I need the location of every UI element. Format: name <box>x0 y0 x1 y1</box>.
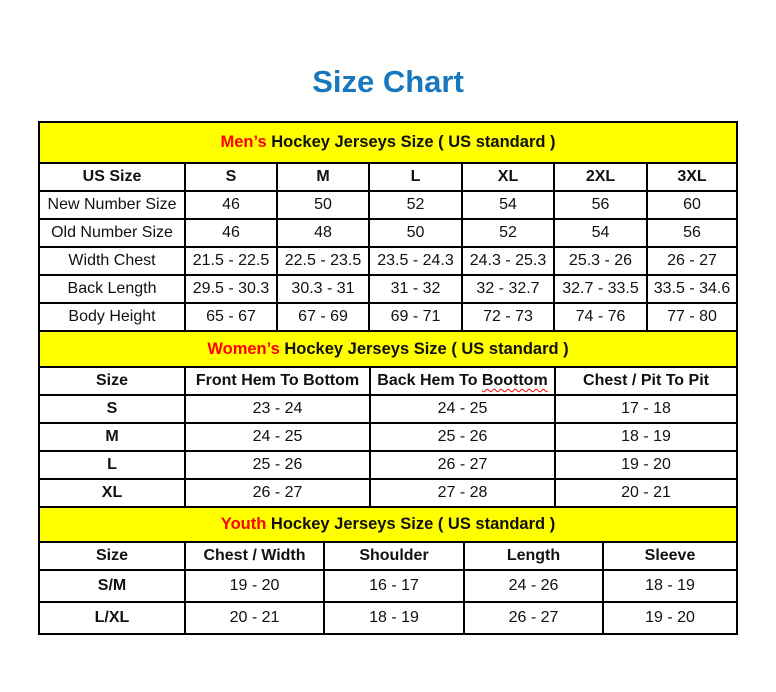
size-value-cell: 46 <box>185 219 277 247</box>
table-row <box>39 219 737 247</box>
size-value-cell: 46 <box>185 191 277 219</box>
womens-header-row <box>39 367 737 395</box>
size-value-cell: 24 - 25 <box>370 395 555 423</box>
womens-row-label: M <box>39 423 185 451</box>
mens-header-cell: M <box>277 163 369 191</box>
size-value-cell: 21.5 - 22.5 <box>185 247 277 275</box>
size-value-cell: 24 - 26 <box>464 570 603 602</box>
womens-header-cell: Chest / Pit To Pit <box>555 367 737 395</box>
size-value-cell: 16 - 17 <box>324 570 464 602</box>
size-value-cell: 48 <box>277 219 369 247</box>
page-title: Size Chart <box>312 64 464 99</box>
youth-header-cell: Sleeve <box>603 542 737 570</box>
mens-header-cell: L <box>369 163 462 191</box>
mens-row-label: Back Length <box>39 275 185 303</box>
youth-section-title <box>39 507 737 542</box>
mens-band-rest: Hockey Jerseys Size ( US standard ) <box>266 133 556 151</box>
size-value-cell: 22.5 - 23.5 <box>277 247 369 275</box>
youth-header-cell: Chest / Width <box>185 542 324 570</box>
womens-header-back-prefix: Back Hem To <box>377 372 482 389</box>
size-value-cell: 74 - 76 <box>554 303 647 331</box>
size-value-cell: 19 - 20 <box>185 570 324 602</box>
size-value-cell: 54 <box>462 191 554 219</box>
size-value-cell: 32.7 - 33.5 <box>554 275 647 303</box>
size-value-cell: 18 - 19 <box>555 423 737 451</box>
size-value-cell: 19 - 20 <box>555 451 737 479</box>
size-value-cell: 30.3 - 31 <box>277 275 369 303</box>
table-row <box>39 191 737 219</box>
size-value-cell: 26 - 27 <box>464 602 603 634</box>
size-value-cell: 26 - 27 <box>185 479 370 507</box>
youth-accent-word: Youth <box>220 515 267 533</box>
size-value-cell: 18 - 19 <box>603 570 737 602</box>
size-value-cell: 72 - 73 <box>462 303 554 331</box>
mens-header-cell: US Size <box>39 163 185 191</box>
mens-accent-word: Men’s <box>220 133 267 151</box>
table-row <box>39 479 737 507</box>
mens-row-label: Body Height <box>39 303 185 331</box>
size-value-cell: 56 <box>647 219 737 247</box>
youth-row-label: L/XL <box>39 602 185 634</box>
mens-size-table <box>38 121 738 332</box>
size-value-cell: 67 - 69 <box>277 303 369 331</box>
size-value-cell: 50 <box>369 219 462 247</box>
mens-section-title <box>39 122 737 163</box>
size-value-cell: 69 - 71 <box>369 303 462 331</box>
womens-accent-word: Women’s <box>207 339 280 358</box>
size-value-cell: 31 - 32 <box>369 275 462 303</box>
size-value-cell: 24 - 25 <box>185 423 370 451</box>
size-value-cell: 33.5 - 34.6 <box>647 275 737 303</box>
table-row <box>39 275 737 303</box>
size-value-cell: 60 <box>647 191 737 219</box>
size-value-cell: 25.3 - 26 <box>554 247 647 275</box>
size-tables-container <box>38 121 736 635</box>
mens-section-band <box>39 122 737 163</box>
womens-row-label: S <box>39 395 185 423</box>
mens-header-cell: XL <box>462 163 554 191</box>
mens-header-row <box>39 163 737 191</box>
table-row <box>39 451 737 479</box>
table-row <box>39 423 737 451</box>
mens-row-label: New Number Size <box>39 191 185 219</box>
size-value-cell: 19 - 20 <box>603 602 737 634</box>
youth-header-row <box>39 542 737 570</box>
youth-header-cell: Shoulder <box>324 542 464 570</box>
youth-section-band <box>39 507 737 542</box>
womens-row-label: XL <box>39 479 185 507</box>
table-row <box>39 303 737 331</box>
size-value-cell: 23 - 24 <box>185 395 370 423</box>
size-value-cell: 52 <box>369 191 462 219</box>
size-value-cell: 23.5 - 24.3 <box>369 247 462 275</box>
youth-header-cell: Length <box>464 542 603 570</box>
youth-header-cell: Size <box>39 542 185 570</box>
size-value-cell: 52 <box>462 219 554 247</box>
size-value-cell: 25 - 26 <box>185 451 370 479</box>
size-value-cell: 50 <box>277 191 369 219</box>
table-row <box>39 247 737 275</box>
youth-size-table <box>38 506 738 635</box>
mens-row-label: Width Chest <box>39 247 185 275</box>
size-value-cell: 17 - 18 <box>555 395 737 423</box>
size-value-cell: 54 <box>554 219 647 247</box>
womens-header-cell: Size <box>39 367 185 395</box>
size-value-cell: 56 <box>554 191 647 219</box>
womens-section-title <box>39 331 737 367</box>
mens-header-cell: 3XL <box>647 163 737 191</box>
size-value-cell: 25 - 26 <box>370 423 555 451</box>
size-value-cell: 20 - 21 <box>185 602 324 634</box>
womens-band-rest: Hockey Jerseys Size ( US standard ) <box>279 339 569 358</box>
table-row <box>39 395 737 423</box>
mens-header-cell: 2XL <box>554 163 647 191</box>
size-value-cell: 29.5 - 30.3 <box>185 275 277 303</box>
size-value-cell: 77 - 80 <box>647 303 737 331</box>
womens-row-label: L <box>39 451 185 479</box>
youth-band-rest: Hockey Jerseys Size ( US standard ) <box>266 515 556 533</box>
womens-size-table <box>38 330 738 508</box>
womens-section-band <box>39 331 737 367</box>
size-value-cell: 65 - 67 <box>185 303 277 331</box>
size-value-cell: 24.3 - 25.3 <box>462 247 554 275</box>
table-row <box>39 570 737 602</box>
size-value-cell: 26 - 27 <box>647 247 737 275</box>
mens-header-cell: S <box>185 163 277 191</box>
size-value-cell: 26 - 27 <box>370 451 555 479</box>
size-value-cell: 20 - 21 <box>555 479 737 507</box>
youth-row-label: S/M <box>39 570 185 602</box>
mens-row-label: Old Number Size <box>39 219 185 247</box>
misspelled-word: Boottom <box>481 372 548 389</box>
womens-header-cell <box>370 367 555 395</box>
table-row <box>39 602 737 634</box>
size-value-cell: 18 - 19 <box>324 602 464 634</box>
size-value-cell: 32 - 32.7 <box>462 275 554 303</box>
size-value-cell: 27 - 28 <box>370 479 555 507</box>
womens-header-cell: Front Hem To Bottom <box>185 367 370 395</box>
